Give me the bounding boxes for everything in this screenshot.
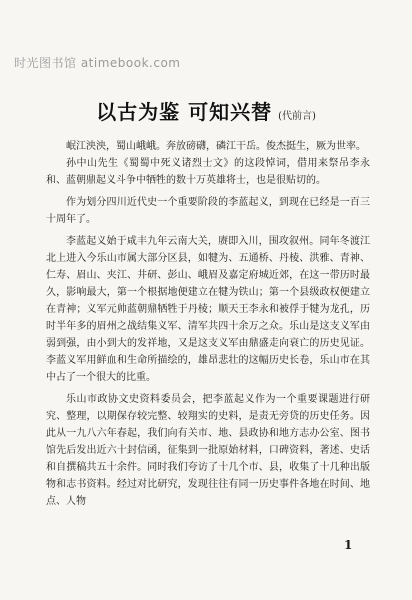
page-title: 以古为鉴 可知兴替	[96, 100, 273, 124]
page-number: 1	[344, 538, 353, 552]
paragraph: 作为划分四川近代史一个重要阶段的李蓝起义，到现在已经是一百三十周年了。	[46, 197, 370, 225]
page-subtitle: (代前言)	[278, 111, 316, 122]
watermark: 时光图书馆 atimebook.com	[14, 56, 181, 70]
paragraph: 李蓝起义始于咸丰九年云南大关，赓即入川，围攻叙州。同年冬渡江北上进入今乐山市属大部分区县，如犍为、五通桥、丹棱、洪雅、青神、仁寿、眉山、夹江、井研、彭山、峨眉及嘉定府城近郊，在这一带历时最久，影响最大，第一个根据地便建立在犍为铁山；第一个县级政权便建立在青神；义军元帅蓝朝鼎牺牲于丹棱；顺天王李永和被俘于犍为龙孔，历时半年多的眉州之战结集义军、清军共四十余万之众。乐山是这支义军由弱到强，由小到大的发祥地，又是这支义军由鼎盛走向衰亡的历史见证。李蓝义军用鲜血和生命所描绘的，雄昂悲壮的这幅历史长卷，乐山市在其中占了一个很大的比重。	[46, 236, 370, 383]
title-row	[0, 96, 412, 126]
paragraph: 乐山市政协文史资料委员会，把李蓝起义作为一个重要课题进行研究、整理，以期保存较完整、较翔实的史料，是责无旁贷的历史任务。因此从一九八六年春起，我们向有关市、地、县政协和地方志办公室、图书馆先后发出近六十封信函，征集到一批原始材料，口碑资料，著述、史话和自撰稿共五十余件。同时我们夸访了十几个市、县，收集了十几种出版物和志书资料。经过对比研究，发现往往有同一历史事件各地在时间、地点、人物	[46, 394, 370, 507]
paragraph: 孙中山先生《蜀蜀中死义诸烈士文》的这段悼词，借用来祭吊李永和、蓝朝鼎起义斗争中牺牲的数十万英雄将士，也是很贴切的。	[46, 158, 370, 186]
body-text	[46, 138, 370, 510]
paragraph-verse: 岷江泱泱，蜀山峨峨。奔放磅礴，磷江干岳。俊杰挺生，厥为世率。	[66, 141, 366, 152]
